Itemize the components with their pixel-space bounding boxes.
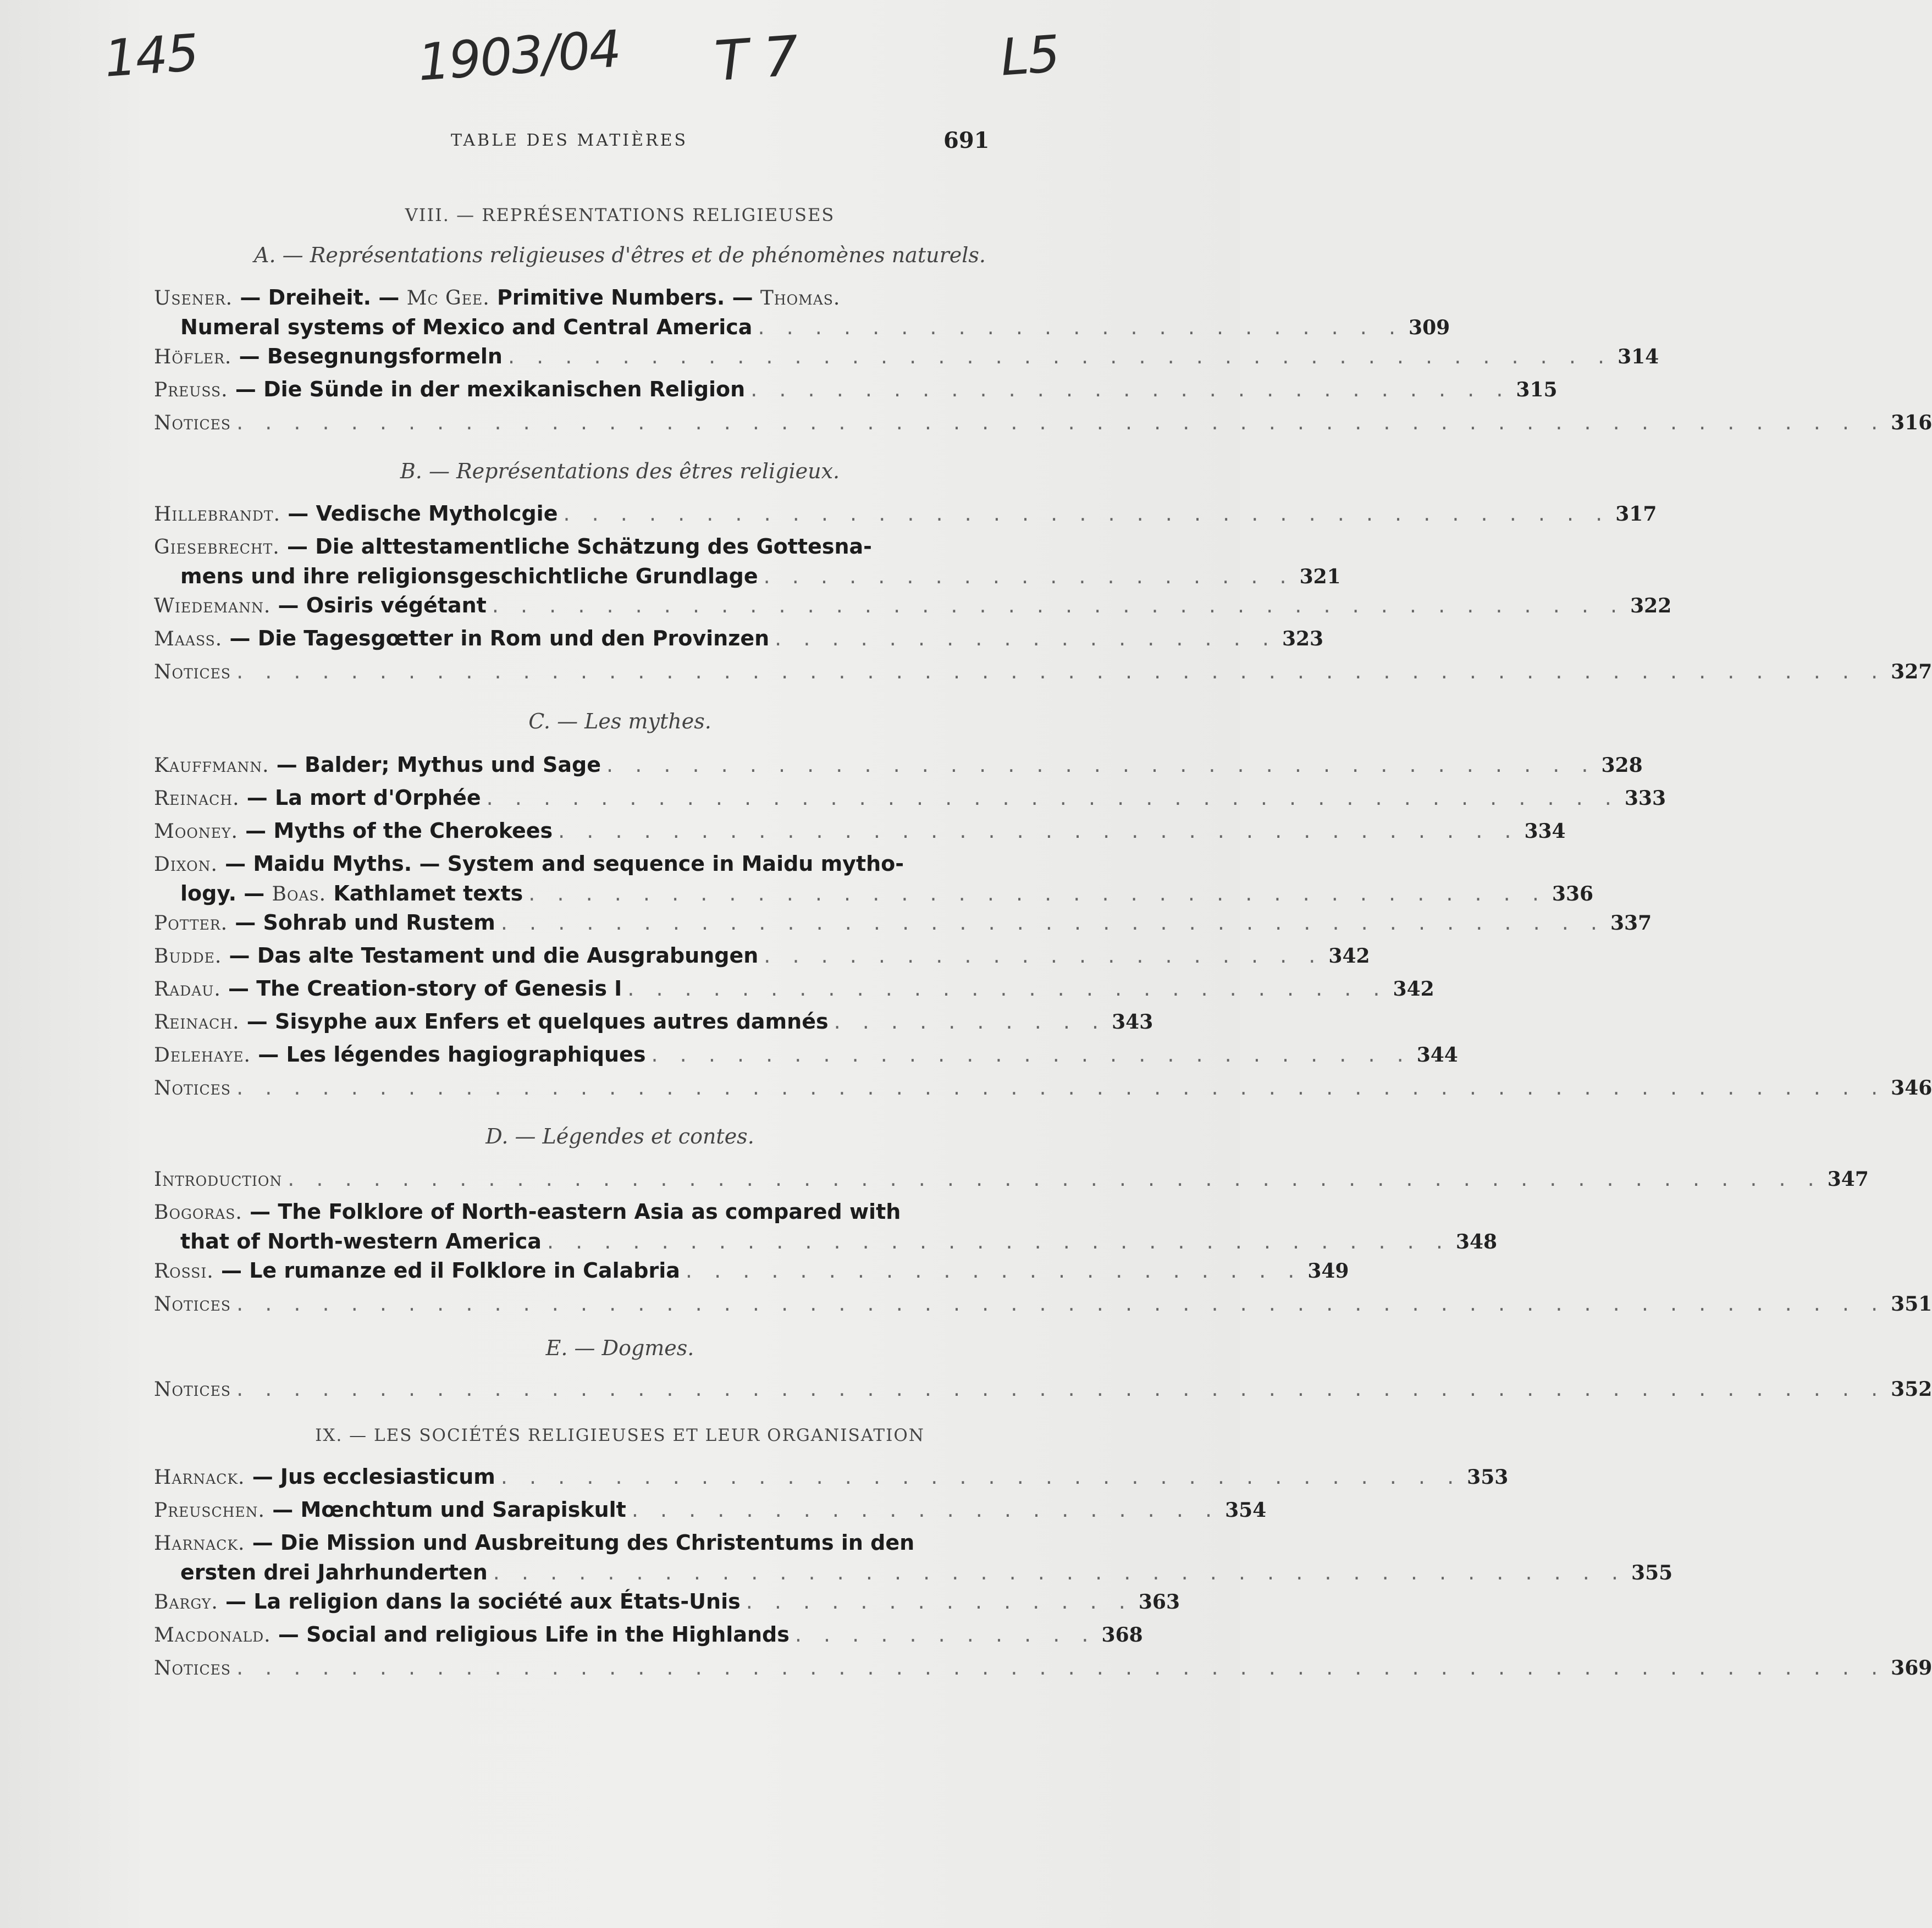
handwritten-note-d: L5 [998, 24, 1061, 87]
toc-page-ref: 342 [1328, 944, 1370, 968]
page-number: 691 [943, 128, 990, 153]
toc-entry: Giesebrecht. — Die alttestamentliche Schätzung des Gottesna- mens und ihre religionsgeschichtliche Grundlage . . . . . . . . . . . . . . . . . . . 321 [154, 532, 979, 591]
toc-entry: Notices . . . . . . . . . . . . . . . . . . . . . . . . . . . . . . . . . . . . . . . . . . . . . . . . . . . . . . . . . . 351 [154, 1289, 979, 1319]
toc-page-ref: 314 [1618, 345, 1659, 368]
toc-entry: Budde. — Das alte Testament und die Ausgrabungen . . . . . . . . . . . . . . . . . . . . 342 [154, 941, 979, 971]
toc-page-ref: 351 [1891, 1292, 1932, 1316]
sub-heading-b: B. — Représentations des êtres religieux. [400, 459, 840, 483]
toc-entry: Preuschen. — Mœnchtum und Sarapiskult . . . . . . . . . . . . . . . . . . . . . 354 [154, 1495, 979, 1525]
sub-heading-e: E. — Dogmes. [545, 1336, 694, 1360]
toc-page-ref: 336 [1552, 882, 1594, 905]
toc-page-ref: 355 [1631, 1561, 1673, 1584]
toc-entry: Preuss. — Die Sünde in der mexikanischen Religion . . . . . . . . . . . . . . . . . . . . . . . . . . . 315 [154, 375, 979, 405]
toc-entry: Mooney. — Myths of the Cherokees . . . . . . . . . . . . . . . . . . . . . . . . . . . . . . . . . . 334 [154, 816, 979, 846]
toc-entry: Notices . . . . . . . . . . . . . . . . . . . . . . . . . . . . . . . . . . . . . . . . . . . . . . . . . . . . . . . . . . 352 [154, 1374, 979, 1404]
toc-page-ref: 317 [1615, 502, 1657, 526]
section-viii-heading: VIII. — REPRÉSENTATIONS RELIGIEUSES [405, 205, 835, 225]
toc-page-ref: 346 [1891, 1076, 1932, 1100]
toc-page-ref: 344 [1416, 1043, 1458, 1067]
toc-entry: Notices . . . . . . . . . . . . . . . . . . . . . . . . . . . . . . . . . . . . . . . . . . . . . . . . . . . . . . . . . . 316 [154, 408, 979, 438]
toc-entry: Radau. — The Creation-story of Genesis I . . . . . . . . . . . . . . . . . . . . . . . . . . . 342 [154, 974, 979, 1004]
handwritten-note-c: T 7 [713, 23, 800, 94]
handwritten-note-a: 145 [102, 23, 200, 89]
handwritten-note-b: 1903/04 [416, 19, 622, 92]
toc-page-ref: 315 [1516, 378, 1558, 401]
toc-page-ref: 352 [1891, 1378, 1932, 1401]
toc-entry: Reinach. — Sisyphe aux Enfers et quelques autres damnés . . . . . . . . . . 343 [154, 1007, 979, 1037]
running-title: TABLE DES MATIÈRES [451, 131, 688, 150]
toc-entry: Harnack. — Jus ecclesiasticum . . . . . . . . . . . . . . . . . . . . . . . . . . . . . . . . . . 353 [154, 1462, 979, 1492]
toc-page-ref: 337 [1610, 911, 1652, 935]
toc-page-ref: 353 [1467, 1466, 1509, 1489]
toc-entry: Bogoras. — The Folklore of North-eastern Asia as compared with that of North-western America . . . . . . . . . . . . . . . . . . . . . . . . . . . . . . . . 348 [154, 1197, 979, 1256]
toc-entry: Notices . . . . . . . . . . . . . . . . . . . . . . . . . . . . . . . . . . . . . . . . . . . . . . . . . . . . . . . . . . 327 [154, 657, 979, 687]
toc-page-ref: 342 [1393, 977, 1434, 1001]
toc-entry: Usener. — Dreiheit. — Mc Gee. Primitive Numbers. — Thomas. Numeral systems of Mexico and Central America . . . . . . . . . . . . . . . . . . . . . . . 309 [154, 283, 979, 342]
toc-entry: Introduction . . . . . . . . . . . . . . . . . . . . . . . . . . . . . . . . . . . . . . . . . . . . . . . . . . . . . . 347 [154, 1164, 979, 1194]
toc-entry: Dixon. — Maidu Myths. — System and sequence in Maidu mytho- logy. — Boas. Kathlamet texts . . . . . . . . . . . . . . . . . . . . . . . . . . . . . . . . . . . . 336 [154, 849, 979, 909]
toc-entry: Notices . . . . . . . . . . . . . . . . . . . . . . . . . . . . . . . . . . . . . . . . . . . . . . . . . . . . . . . . . . 346 [154, 1073, 979, 1103]
toc-page-ref: 334 [1524, 820, 1566, 843]
toc-page-ref: 327 [1891, 660, 1932, 683]
toc-page-ref: 321 [1299, 565, 1341, 588]
toc-page-ref: 323 [1282, 627, 1324, 650]
toc-page-ref: 309 [1409, 316, 1450, 339]
toc-entry: Delehaye. — Les légendes hagiographiques . . . . . . . . . . . . . . . . . . . . . . . . . . . 344 [154, 1040, 979, 1070]
toc-page-ref: 347 [1827, 1168, 1869, 1191]
sub-heading-d: D. — Légendes et contes. [485, 1124, 754, 1148]
toc-entry: Wiedemann. — Osiris végétant . . . . . . . . . . . . . . . . . . . . . . . . . . . . . . . . . . . . . . . . 322 [154, 591, 979, 621]
toc-page-ref: 316 [1891, 411, 1932, 434]
toc-entry: Notices . . . . . . . . . . . . . . . . . . . . . . . . . . . . . . . . . . . . . . . . . . . . . . . . . . . . . . . . . . 369 [154, 1653, 979, 1683]
toc-page-ref: 354 [1225, 1499, 1267, 1522]
toc-entry: Rossi. — Le rumanze ed il Folklore in Calabria . . . . . . . . . . . . . . . . . . . . . . 349 [154, 1256, 979, 1286]
sub-heading-c: C. — Les mythes. [528, 709, 711, 733]
toc-page-ref: 363 [1138, 1590, 1180, 1614]
sub-heading-a: A. — Représentations religieuses d'êtres et de phénomènes naturels. [254, 243, 986, 267]
toc-entry: Kauffmann. — Balder; Mythus und Sage . . . . . . . . . . . . . . . . . . . . . . . . . . . . . . . . . . . 328 [154, 750, 979, 780]
toc-page-ref: 348 [1455, 1230, 1498, 1253]
toc-page-ref: 343 [1112, 1010, 1153, 1034]
toc-entry: Maass. — Die Tagesgœtter in Rom und den Provinzen . . . . . . . . . . . . . . . . . . 323 [154, 624, 979, 654]
toc-entry: Potter. — Sohrab und Rustem . . . . . . . . . . . . . . . . . . . . . . . . . . . . . . . . . . . . . . . 337 [154, 908, 979, 938]
toc-page-ref: 322 [1630, 594, 1672, 617]
toc-entry: Bargy. — La religion dans la société aux États-Unis . . . . . . . . . . . . . . 363 [154, 1587, 979, 1617]
section-ix-heading: IX. — LES SOCIÉTÉS RELIGIEUSES ET LEUR ORGANISATION [315, 1426, 925, 1445]
toc-page-ref: 369 [1891, 1656, 1932, 1680]
toc-entry: Macdonald. — Social and religious Life in the Highlands . . . . . . . . . . . 368 [154, 1620, 979, 1650]
toc-entry: Höfler. — Besegnungsformeln . . . . . . . . . . . . . . . . . . . . . . . . . . . . . . . . . . . . . . . 314 [154, 342, 979, 372]
toc-entry: Hillebrandt. — Vedische Mytholcgie . . . . . . . . . . . . . . . . . . . . . . . . . . . . . . . . . . . . . 317 [154, 499, 979, 529]
toc-page-ref: 333 [1624, 787, 1666, 810]
toc-page-ref: 328 [1601, 754, 1643, 777]
toc-entry: Reinach. — La mort d'Orphée . . . . . . . . . . . . . . . . . . . . . . . . . . . . . . . . . . . . . . . . 333 [154, 783, 979, 813]
toc-page-ref: 368 [1101, 1623, 1143, 1647]
toc-entry: Harnack. — Die Mission und Ausbreitung des Christentums in den ersten drei Jahrhunderten . . . . . . . . . . . . . . . . . . . . . . . . . . . . . . . . . . . . . . . . 355 [154, 1528, 979, 1587]
toc-page-ref: 349 [1307, 1259, 1349, 1283]
